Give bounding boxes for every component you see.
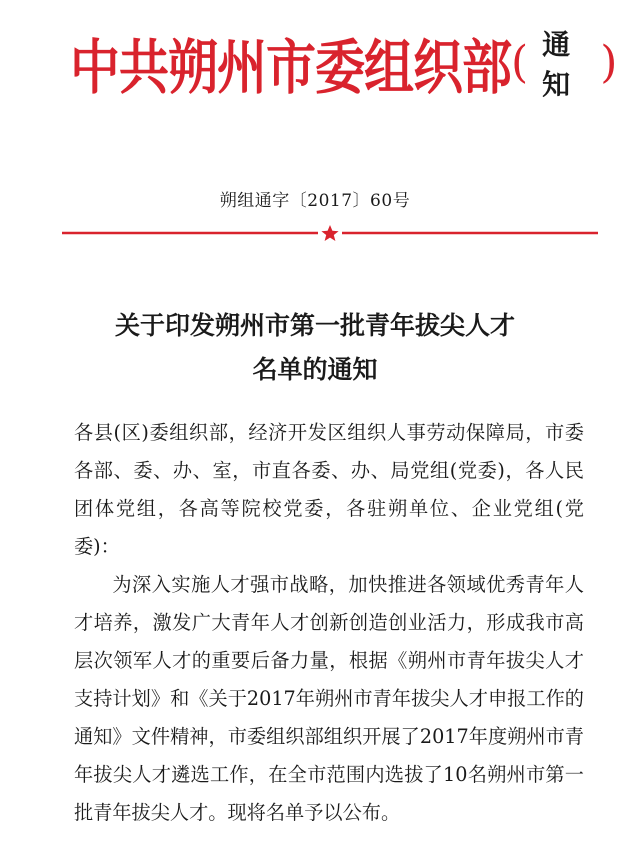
document-title [0,304,630,392]
open-paren: ( [511,37,529,88]
document-body [74,414,584,832]
document-number: 朔组通字〔2017〕60号 [219,191,411,211]
close-paren: ) [600,37,618,88]
star-icon [321,225,338,241]
title-line-2: 名单的通知 [252,355,378,384]
red-divider [62,224,598,242]
title-line-1: 关于印发朔州市第一批青年拔尖人才 [114,311,515,340]
document-type: 通知 [542,28,581,101]
issuing-organization: 中共朔州市委组织部 [70,32,511,102]
body-paragraph: 为深入实施人才强市战略，加快推进各领域优秀青年人才培养，激发广大青年人才创新创造创业活力，形成我市高层次领军人才的重要后备力量，根据《朔州市青年拔尖人才支持计划》和《关于2017年朔州市青年拔尖人才申报工作的通知》文件精神，市委组织部组织开展了2017年度朔州市青年拔尖人才遴选工作，在全市范围内选拔了10名朔州市第一批青年拔尖人才。现将名单予以公布。 [74,573,584,824]
document-header [70,28,618,102]
recipients: 各县(区)委组织部，经济开发区组织人事劳动保障局，市委各部、委、办、室，市直各委、办、局党组(党委)，各人民团体党组，各高等院校党委，各驻朔单位、企业党组(党委)： [74,421,584,558]
